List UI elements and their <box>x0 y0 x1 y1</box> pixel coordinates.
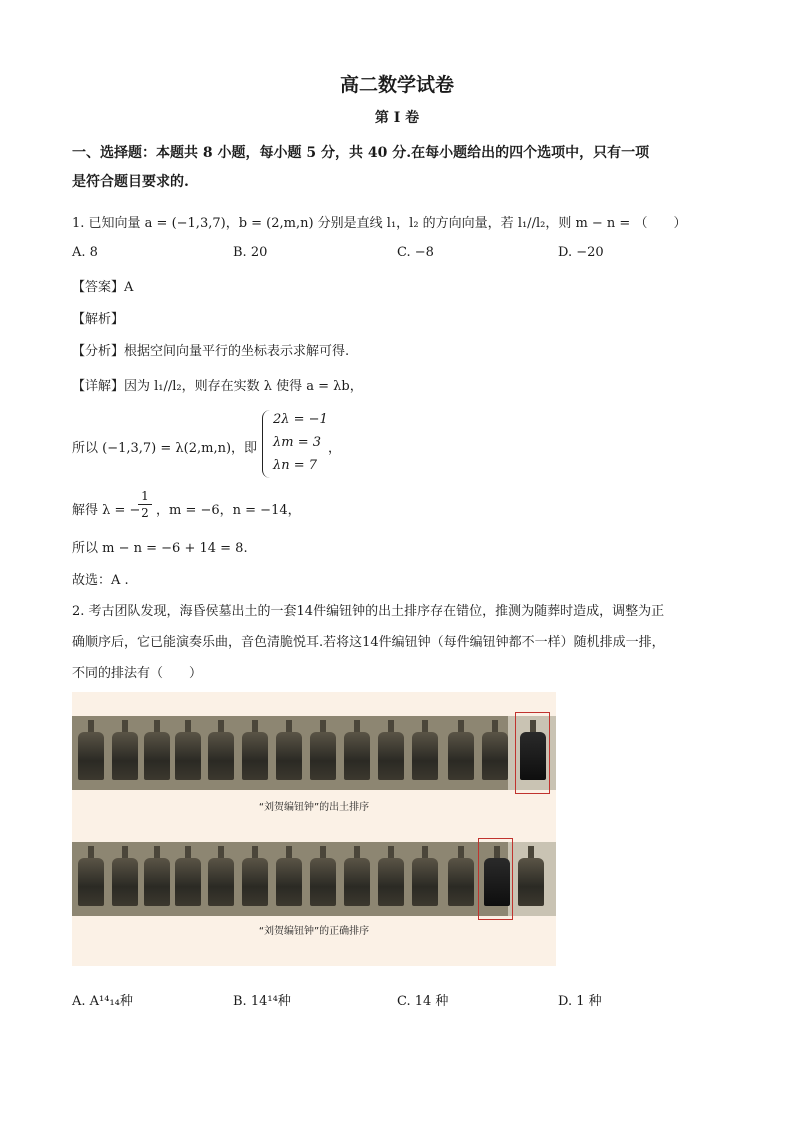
q1-choose: 故选：A . <box>72 573 129 588</box>
bell <box>78 858 104 906</box>
bell <box>276 858 302 906</box>
page-title: 高二数学试卷 <box>339 74 454 96</box>
equation-1: 2λ = −1 <box>273 412 328 427</box>
bell <box>310 732 336 780</box>
bell <box>112 732 138 780</box>
q1-jiede-prefix: 解得 λ = − <box>72 503 141 518</box>
q2-option-a: A. A¹⁴₁₄种 <box>72 994 133 1009</box>
bell <box>378 858 404 906</box>
bell <box>175 858 201 906</box>
q2-stem-line2: 确顺序后，它已能演奏乐曲，音色清脆悦耳.若将这14件编钮钟（每件编钮钟都不一样）随机排成一排， <box>72 635 665 650</box>
bell <box>208 858 234 906</box>
bell <box>378 732 404 780</box>
bell <box>518 858 544 906</box>
fraction-one-half <box>138 488 152 521</box>
q1-suoyi-suffix: ， <box>328 441 342 456</box>
q2-option-b: B. 14¹⁴种 <box>233 994 291 1009</box>
highlight-box <box>515 712 550 794</box>
q1-suoyi <box>72 437 257 456</box>
q1-option-d: D. −20 <box>558 245 604 260</box>
bell <box>144 732 170 780</box>
bell <box>344 858 370 906</box>
q1-analysis-label: 【解析】 <box>72 312 125 327</box>
bell <box>242 732 268 780</box>
q1-jiede-suffix: ，m = −6，n = −14， <box>156 503 301 518</box>
equation-2: λm = 3 <box>273 435 321 450</box>
page-subtitle: 第 I 卷 <box>374 110 420 126</box>
bell <box>175 732 201 780</box>
q1-result: 所以 m − n = −6 + 14 = 8. <box>72 541 248 556</box>
bells-figure <box>72 692 556 966</box>
bell <box>448 858 474 906</box>
q1-answer: 【答案】A <box>72 280 134 295</box>
bell <box>482 732 508 780</box>
bell <box>412 732 438 780</box>
equation-system <box>262 410 333 478</box>
bell-photo-excavated <box>72 716 556 790</box>
q2-stem-line3: 不同的排法有（ ） <box>72 666 203 681</box>
equation-3: λn = 7 <box>273 458 318 473</box>
section-heading-line2: 是符合题目要求的. <box>72 174 189 190</box>
q1-option-b: B. 20 <box>233 245 268 260</box>
bell <box>112 858 138 906</box>
caption-correct-order: “刘贺编钮钟”的正确排序 <box>258 926 370 937</box>
bell <box>344 732 370 780</box>
bell <box>144 858 170 906</box>
bell <box>276 732 302 780</box>
q1-stem: 1. 已知向量 a = (−1,3,7)，b = (2,m,n) 分别是直线 l₁，l₂ 的方向向量，若 l₁//l₂，则 m − n = （ ） <box>72 216 687 231</box>
q2-option-d: D. 1 种 <box>558 994 602 1009</box>
q1-suoyi-prefix: 所以 (−1,3,7) = λ(2,m,n)，即 <box>72 441 258 456</box>
bell <box>242 858 268 906</box>
highlight-box <box>478 838 513 920</box>
bell <box>448 732 474 780</box>
fraction-numerator: 1 <box>138 488 152 505</box>
q1-fenxi: 【分析】根据空间向量平行的坐标表示求解可得. <box>72 344 350 359</box>
section-heading-line1: 一、选择题：本题共 8 小题，每小题 5 分，共 40 分.在每小题给出的四个选项中，只有一项 <box>72 145 650 161</box>
bell <box>310 858 336 906</box>
bell <box>78 732 104 780</box>
q2-option-c: C. 14 种 <box>397 994 449 1009</box>
caption-excavated-order: “刘贺编钮钟”的出土排序 <box>258 802 370 813</box>
q1-option-c: C. −8 <box>397 245 434 260</box>
bell <box>208 732 234 780</box>
q1-xiangjie: 【详解】因为 l₁//l₂，则存在实数 λ 使得 a = λb， <box>72 379 363 394</box>
q2-stem-line1: 2. 考古团队发现，海昏侯墓出土的一套14件编钮钟的出土排序存在错位，推测为随葬时造成，调整为正 <box>72 604 665 619</box>
bell <box>412 858 438 906</box>
fraction-denominator: 2 <box>141 506 149 520</box>
q1-option-a: A. 8 <box>72 245 98 260</box>
